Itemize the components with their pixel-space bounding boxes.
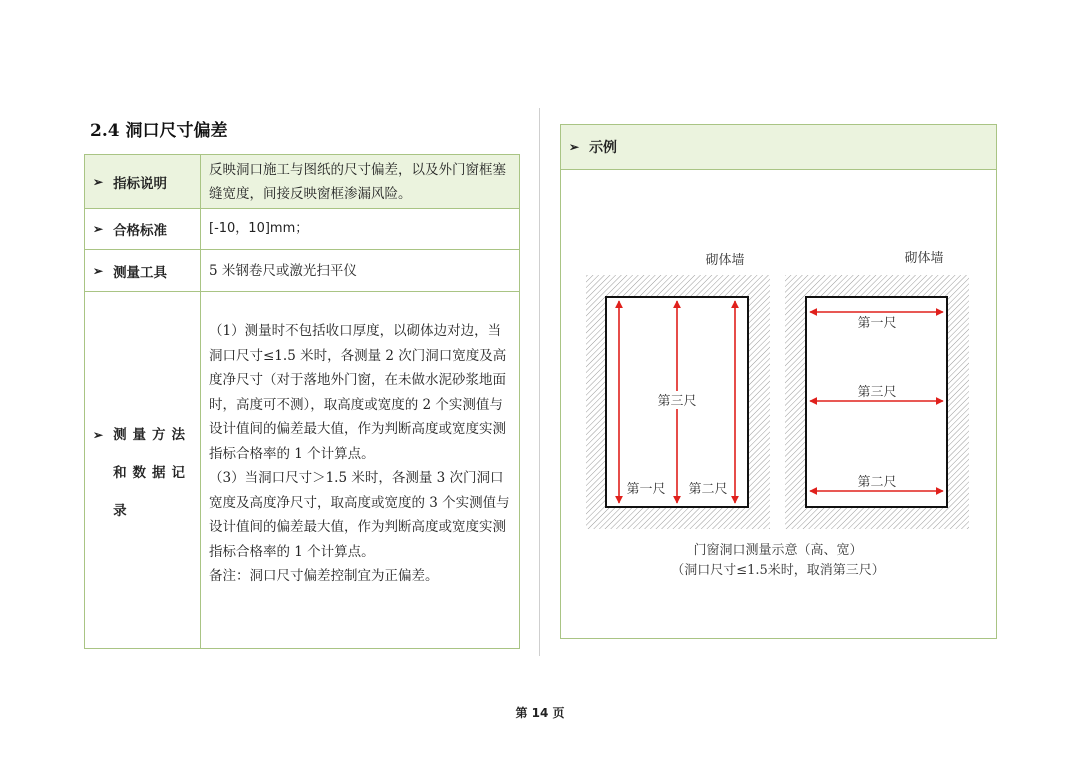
method-paragraph: （3）当洞口尺寸＞1.5 米时，各测量 3 次门洞口宽度及高度净尺寸，取高度或宽度的 3 个实测值与设计值间的偏差最大值，作为判断高度或宽度实测指标合格率的 1 个计算点。 [209,470,510,560]
page-divider [539,108,540,656]
method-label-line: 录 [113,503,133,519]
measure-label-second: 第二尺 [688,482,728,497]
row-indicator [85,155,519,208]
arrow-bullet-icon: ➢ [93,263,104,278]
row-label: 合格标准 [113,223,168,239]
row-value: 反映洞口施工与图纸的尺寸偏差，以及外门窗框塞缝宽度，间接反映窗框渗漏风险。 [209,161,506,202]
arrow-bullet-icon: ➢ [569,140,580,154]
method-paragraph: （1）测量时不包括收口厚度，以砌体边对边，当洞口尺寸≤1.5 米时，各测量 2 次门洞口宽度及高度净尺寸（对于落地外门窗，在未做水泥砂浆地面时，高度可不测），取高度或宽度的 2 个实测值与设计值间的偏差最大值，作为判断高度或宽度实测指标合格率的 1 个计算点。 [209,323,507,462]
row-standard [85,208,519,249]
wall-label: 砌体墙 [705,253,745,268]
arrow-bullet-icon: ➢ [93,174,104,189]
row-method [85,291,519,648]
arrow-bullet-icon: ➢ [93,222,104,236]
section-title: 2.4 洞口尺寸偏差 [90,121,228,141]
label-cell [85,155,201,208]
opening-measurement-diagram [561,171,995,591]
arrow-bullet-icon: ➢ [93,428,104,442]
label-cell [85,250,201,291]
row-tool [85,249,519,291]
row-label: 测量工具 [113,264,168,281]
right-opening-diagram [785,250,969,529]
measure-label-first: 第一尺 [626,482,666,497]
measure-label-second: 第二尺 [857,475,897,490]
measure-label-third: 第三尺 [657,394,697,409]
method-text [201,292,519,648]
example-title: 示例 [589,140,618,156]
diagram-caption: 门窗洞口测量示意（高、宽） [693,543,863,558]
wall-label: 砌体墙 [904,251,944,266]
measure-label-third: 第三尺 [857,385,897,400]
example-panel [560,124,997,639]
row-label: 指标说明 [113,175,168,192]
row-value: 5 米钢卷尺或激光扫平仪 [209,262,357,279]
spec-table [84,154,520,649]
example-header [561,125,996,170]
diagram-caption-note: （洞口尺寸≤1.5米时，取消第三尺） [671,563,885,578]
label-cell [85,292,201,648]
label-cell [85,209,201,249]
method-label-line: 和数据记 [113,465,192,481]
page-number: 第 14 页 [515,706,565,720]
method-label-line: 测量方法 [113,427,192,443]
method-paragraph: 备注：洞口尺寸偏差控制宜为正偏差。 [209,568,439,584]
left-opening-diagram [586,252,770,529]
measure-label-first: 第一尺 [857,316,897,331]
row-value: [-10，10]mm； [209,221,309,236]
